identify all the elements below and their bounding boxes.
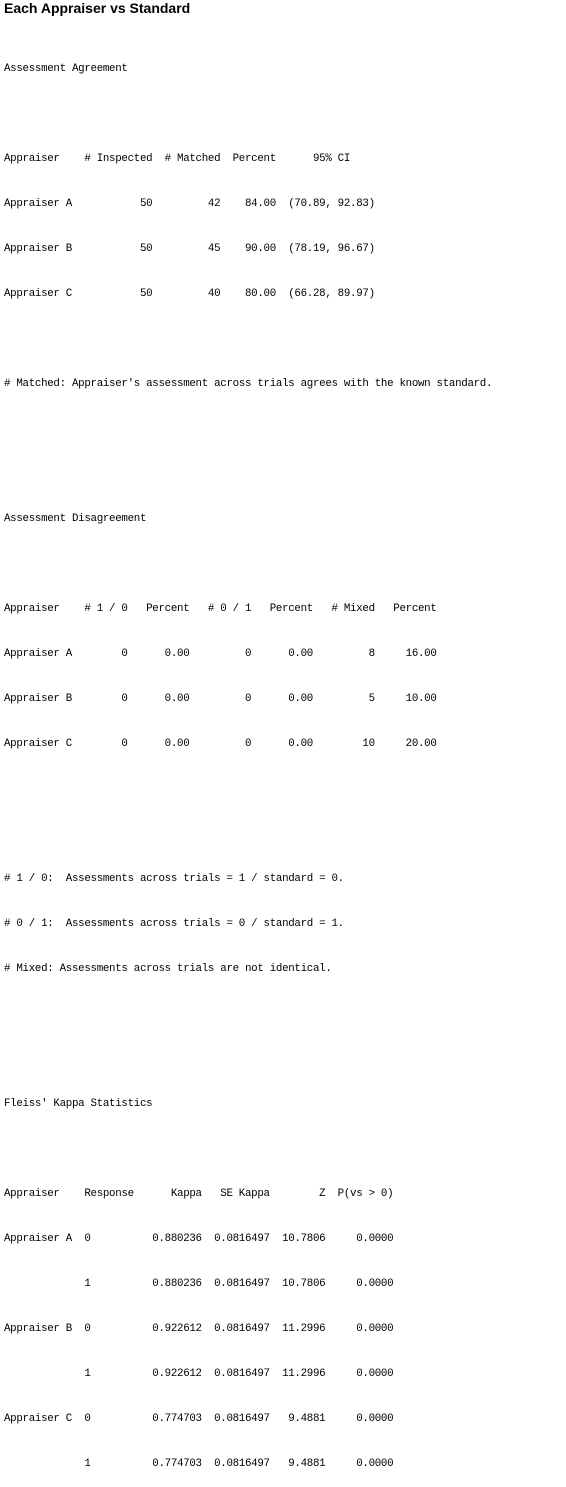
session-output xyxy=(4,32,492,1487)
spacer xyxy=(4,332,492,347)
disagreement-table-header: Appraiser # 1 / 0 Percent # 0 / 1 Percent # Mixed Percent xyxy=(4,603,437,615)
disagreement-note-0-1: # 0 / 1: Assessments across trials = 0 / standard = 1. xyxy=(4,918,344,930)
report-title: Each Appraiser vs Standard xyxy=(4,0,191,16)
spacer xyxy=(4,107,492,122)
disagreement-heading: Assessment Disagreement xyxy=(4,513,147,525)
kappa-heading: Fleiss' Kappa Statistics xyxy=(4,1098,153,1110)
disagreement-row-appraiser-a: Appraiser A 0 0.00 0 0.00 8 16.00 xyxy=(4,648,437,660)
agreement-note: # Matched: Appraiser's assessment across trials agrees with the known standard. xyxy=(4,378,493,390)
spacer xyxy=(4,467,492,482)
agreement-table-header: Appraiser # Inspected # Matched Percent 95% CI xyxy=(4,153,351,165)
spacer xyxy=(4,1052,492,1067)
disagreement-row-appraiser-c: Appraiser C 0 0.00 0 0.00 10 20.00 xyxy=(4,738,437,750)
kappa-row-appraiser-c-0: Appraiser C 0 0.774703 0.0816497 9.4881 0.0000 xyxy=(4,1413,394,1425)
agreement-row-appraiser-b: Appraiser B 50 45 90.00 (78.19, 96.67) xyxy=(4,243,375,255)
spacer xyxy=(4,1007,492,1022)
kappa-table-header: Appraiser Response Kappa SE Kappa Z P(vs > 0) xyxy=(4,1188,394,1200)
spacer xyxy=(4,422,492,437)
kappa-row-appraiser-a-0: Appraiser A 0 0.880236 0.0816497 10.7806 0.0000 xyxy=(4,1233,394,1245)
disagreement-note-mixed: # Mixed: Assessments across trials are not identical. xyxy=(4,963,332,975)
disagreement-row-appraiser-b: Appraiser B 0 0.00 0 0.00 5 10.00 xyxy=(4,693,437,705)
kappa-row-appraiser-b-1: 1 0.922612 0.0816497 11.2996 0.0000 xyxy=(4,1368,394,1380)
kappa-row-appraiser-c-1: 1 0.774703 0.0816497 9.4881 0.0000 xyxy=(4,1458,394,1470)
agreement-row-appraiser-c: Appraiser C 50 40 80.00 (66.28, 89.97) xyxy=(4,288,375,300)
kappa-row-appraiser-b-0: Appraiser B 0 0.922612 0.0816497 11.2996 0.0000 xyxy=(4,1323,394,1335)
spacer xyxy=(4,1142,492,1157)
spacer xyxy=(4,557,492,572)
spacer xyxy=(4,827,492,842)
spacer xyxy=(4,782,492,797)
kappa-row-appraiser-a-1: 1 0.880236 0.0816497 10.7806 0.0000 xyxy=(4,1278,394,1290)
agreement-row-appraiser-a: Appraiser A 50 42 84.00 (70.89, 92.83) xyxy=(4,198,375,210)
agreement-heading: Assessment Agreement xyxy=(4,63,128,75)
disagreement-note-1-0: # 1 / 0: Assessments across trials = 1 / standard = 0. xyxy=(4,873,344,885)
